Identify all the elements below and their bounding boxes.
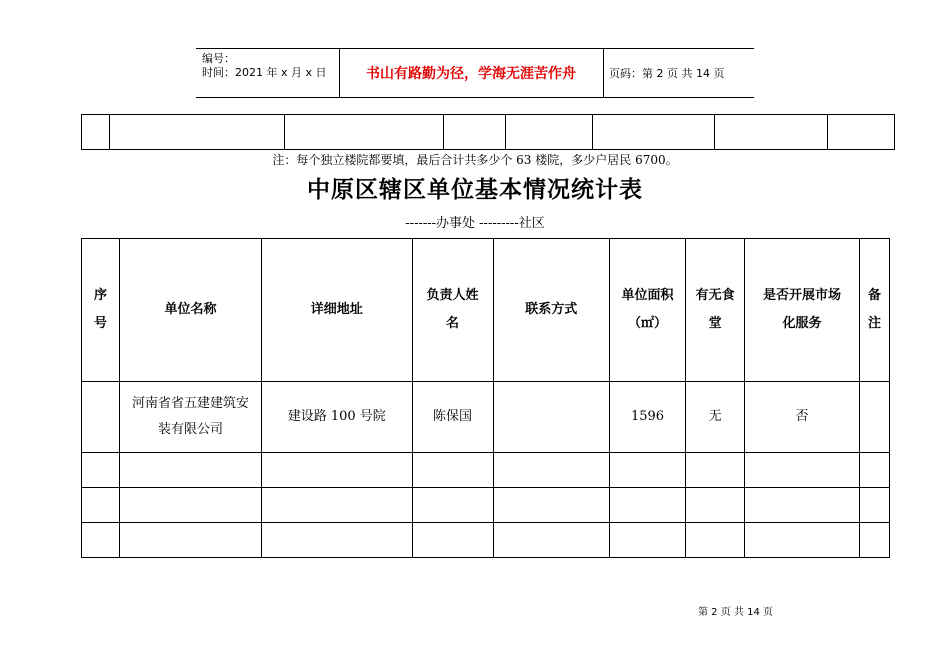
table-row <box>82 382 890 453</box>
table-cell <box>745 523 860 558</box>
table-cell <box>82 115 110 150</box>
header-left <box>202 52 327 80</box>
document-title: 中原区辖区单位基本情况统计表 <box>307 177 643 203</box>
table-note: 注：每个独立楼院都要填，最后合计共多少个 63 楼院，多少户居民 6700。 <box>272 153 678 167</box>
table-cell <box>82 488 120 523</box>
time-label: 时间：2021 年 x 月 x 日 <box>202 66 327 79</box>
table-header-row <box>82 239 890 382</box>
table-cell <box>609 488 685 523</box>
table-cell <box>493 523 609 558</box>
table-cell <box>745 453 860 488</box>
header-unit-name: 单位名称 <box>119 239 261 382</box>
cell-area: 1596 <box>609 382 685 453</box>
table-cell <box>859 453 889 488</box>
table-cell <box>285 115 444 150</box>
number-label: 编号： <box>202 52 235 65</box>
table-cell <box>119 453 261 488</box>
header-remark: 备注 <box>859 239 889 382</box>
document-subtitle: -------办事处 ---------社区 <box>405 216 545 231</box>
header-seq: 序号 <box>82 239 120 382</box>
table-cell <box>686 488 745 523</box>
table-cell <box>412 523 493 558</box>
cell-unit-name: 河南省省五建建筑安装有限公司 <box>119 382 261 453</box>
cell-remark <box>859 382 889 453</box>
table-cell <box>859 488 889 523</box>
header-area: 单位面积（㎡） <box>609 239 685 382</box>
page-footer: 第 2 页 共 14 页 <box>698 607 773 618</box>
header-divider <box>603 49 604 97</box>
table-cell <box>82 453 120 488</box>
table-cell <box>493 453 609 488</box>
cell-address: 建设路 100 号院 <box>262 382 413 453</box>
table-cell <box>262 488 413 523</box>
table-cell <box>686 453 745 488</box>
cell-market: 否 <box>745 382 860 453</box>
table-cell <box>493 488 609 523</box>
header-canteen: 有无食堂 <box>686 239 745 382</box>
table-cell <box>593 115 715 150</box>
table-cell <box>609 523 685 558</box>
header-motto: 书山有路勤为径，学海无涯苦作舟 <box>366 66 576 82</box>
header-contact: 联系方式 <box>493 239 609 382</box>
table-cell <box>506 115 593 150</box>
table-cell <box>262 523 413 558</box>
cell-person: 陈保国 <box>412 382 493 453</box>
table-cell <box>609 453 685 488</box>
header-address: 详细地址 <box>262 239 413 382</box>
table-cell <box>262 453 413 488</box>
table-row <box>82 523 890 558</box>
table-cell <box>119 523 261 558</box>
table-cell <box>412 453 493 488</box>
table-row <box>82 453 890 488</box>
table-cell <box>119 488 261 523</box>
table-cell <box>745 488 860 523</box>
table-cell <box>412 488 493 523</box>
cell-seq <box>82 382 120 453</box>
cell-contact <box>493 382 609 453</box>
header-page-label: 页码：第 2 页 共 14 页 <box>609 67 725 80</box>
page-header <box>196 48 754 98</box>
table-cell <box>859 523 889 558</box>
previous-table-remnant <box>81 114 895 150</box>
table-cell <box>715 115 828 150</box>
table-cell <box>110 115 285 150</box>
header-market: 是否开展市场化服务 <box>745 239 860 382</box>
table-cell <box>828 115 895 150</box>
table-cell <box>444 115 506 150</box>
table-cell <box>82 523 120 558</box>
table-row <box>82 488 890 523</box>
cell-canteen: 无 <box>686 382 745 453</box>
table-cell <box>686 523 745 558</box>
header-person: 负责人姓名 <box>412 239 493 382</box>
unit-info-table <box>81 238 890 558</box>
